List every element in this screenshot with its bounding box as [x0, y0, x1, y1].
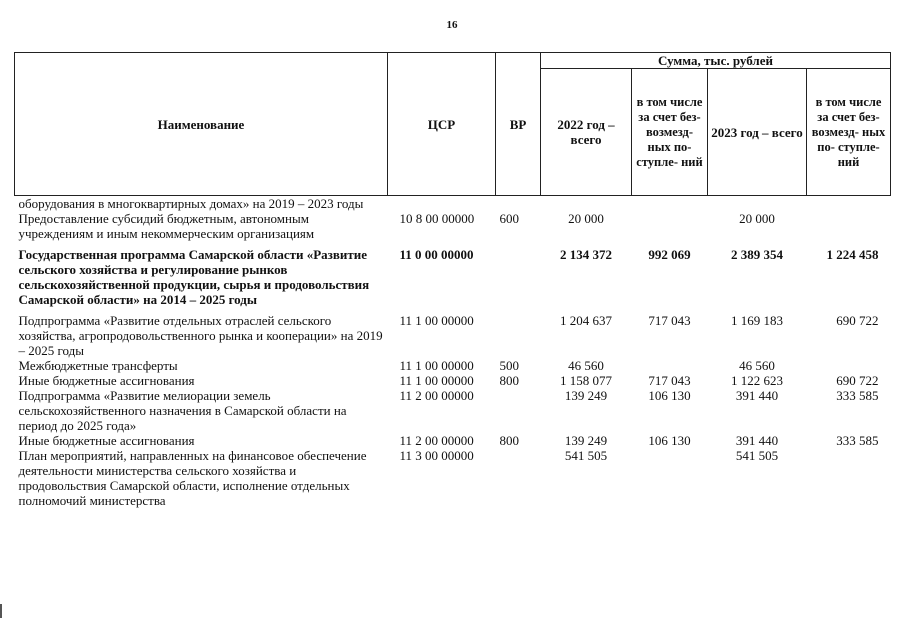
- cell-2022-free: [632, 211, 708, 241]
- cell-2023-free: [807, 358, 891, 373]
- cell-vr: 600: [499, 211, 519, 226]
- cell-name: Предоставление субсидий бюджетным, автономным учреждениям и иным некоммерческим организациям: [18, 211, 315, 241]
- budget-table: [14, 52, 891, 508]
- cell-vr: [496, 307, 541, 358]
- cell-csr: 11 1 00 00000: [399, 373, 474, 388]
- cell-vr: [496, 388, 541, 433]
- cell-2022-free: 106 130: [648, 433, 691, 448]
- cell-2023-free: 690 722: [836, 313, 879, 328]
- table-body: [15, 196, 891, 509]
- cell-csr: 11 1 00 00000: [399, 358, 474, 373]
- cell-2023-free: [807, 211, 891, 241]
- table-row: [15, 388, 891, 433]
- cell-name: Подпрограмма «Развитие отдельных отраслей сельского хозяйства, агропродовольственного рынка и кооперации» на 2019 – 2025 годы: [18, 313, 383, 358]
- cell-vr: 500: [499, 358, 519, 373]
- scan-edge-mark: [0, 604, 5, 618]
- table-row: [15, 373, 891, 388]
- cell-2023-total: 391 440: [735, 388, 779, 403]
- cell-csr: 11 3 00 00000: [399, 448, 474, 463]
- cell-vr: 800: [499, 433, 519, 448]
- cell-2022-total: 1 204 637: [560, 313, 612, 328]
- cell-2022-total: 46 560: [568, 358, 604, 373]
- cell-name: Иные бюджетные ассигнования: [18, 433, 195, 448]
- header-csr: ЦСР: [388, 53, 496, 196]
- header-vr: ВР: [496, 53, 541, 196]
- cell-2023-total: 20 000: [739, 211, 775, 226]
- header-name: Наименование: [15, 53, 388, 196]
- cell-2022-total: 541 505: [564, 448, 608, 463]
- cell-2023-total: 391 440: [735, 433, 779, 448]
- cell-2022-free: [632, 196, 708, 212]
- table-row: [15, 448, 891, 508]
- page-number: 16: [446, 19, 458, 31]
- cell-2023-total: 1 169 183: [731, 313, 783, 328]
- cell-name: Межбюджетные трансферты: [18, 358, 178, 373]
- table-row: [15, 307, 891, 358]
- cell-vr: [496, 241, 541, 307]
- cell-2022-total: [541, 196, 632, 212]
- cell-name: План мероприятий, направленных на финансовое обеспечение деятельности министерства сельского хозяйства и продовольствия Самарской области, исполнение отдельных полномочий министерства: [18, 448, 367, 508]
- cell-2023-free: 1 224 458: [826, 247, 879, 262]
- cell-2023-free: 333 585: [836, 388, 879, 403]
- cell-vr: [496, 448, 541, 508]
- cell-vr: 800: [499, 373, 519, 388]
- cell-name: оборудования в многоквартирных домах» на 2019 – 2023 годы: [18, 196, 364, 211]
- cell-2023-free: [807, 448, 891, 508]
- cell-2022-free: [632, 448, 708, 508]
- cell-2022-free: 717 043: [648, 313, 691, 328]
- cell-2023-total: 46 560: [739, 358, 775, 373]
- budget-table-container: [14, 52, 890, 508]
- cell-2022-total: 1 158 077: [560, 373, 612, 388]
- cell-2022-free: [632, 358, 708, 373]
- cell-csr: 10 8 00 00000: [399, 211, 475, 226]
- cell-name: Государственная программа Самарской области «Развитие сельского хозяйства и регулирование рынков сельскохозяйственной продукции, сырья и продовольствия Самарской области» на 2014 – 2025 годы: [18, 247, 370, 307]
- cell-2023-total: 1 122 623: [731, 373, 783, 388]
- cell-name: Иные бюджетные ассигнования: [18, 373, 195, 388]
- cell-2023-free: [807, 196, 891, 212]
- cell-csr: 11 2 00 00000: [399, 433, 474, 448]
- cell-csr: [388, 196, 496, 212]
- cell-2022-free: 992 069: [648, 247, 691, 262]
- table-row: [15, 211, 891, 241]
- header-sum-group: Сумма, тыс. рублей: [541, 53, 891, 69]
- cell-csr: 11 2 00 00000: [399, 388, 474, 403]
- cell-2023-total: [708, 196, 807, 212]
- header-2022-free: в том числе за счет без- возмезд- ных по- ступле- ний: [632, 69, 708, 196]
- cell-2022-total: 2 134 372: [560, 247, 612, 262]
- cell-2023-total: 2 389 354: [731, 247, 783, 262]
- cell-vr: [496, 196, 541, 212]
- cell-2023-total: 541 505: [735, 448, 779, 463]
- cell-name: Подпрограмма «Развитие мелиорации земель сельскохозяйственного назначения в Самарской области на период до 2025 года»: [18, 388, 347, 433]
- cell-2023-free: 690 722: [836, 373, 879, 388]
- cell-2023-free: 333 585: [836, 433, 879, 448]
- header-2023-free: в том числе за счет без- возмезд- ных по- ступле- ний: [807, 69, 891, 196]
- table-row: [15, 433, 891, 448]
- cell-2022-free: 717 043: [648, 373, 691, 388]
- header-2022-total: 2022 год – всего: [541, 69, 632, 196]
- cell-2022-total: 139 249: [564, 433, 608, 448]
- table-row: [15, 358, 891, 373]
- cell-2022-total: 139 249: [564, 388, 608, 403]
- table-row: [15, 241, 891, 307]
- cell-csr: 11 1 00 00000: [399, 313, 474, 328]
- header-2023-total: 2023 год – всего: [708, 69, 807, 196]
- cell-csr: 11 0 00 00000: [399, 247, 474, 262]
- cell-2022-total: 20 000: [568, 211, 604, 226]
- cell-2022-free: 106 130: [648, 388, 691, 403]
- table-row: [15, 196, 891, 212]
